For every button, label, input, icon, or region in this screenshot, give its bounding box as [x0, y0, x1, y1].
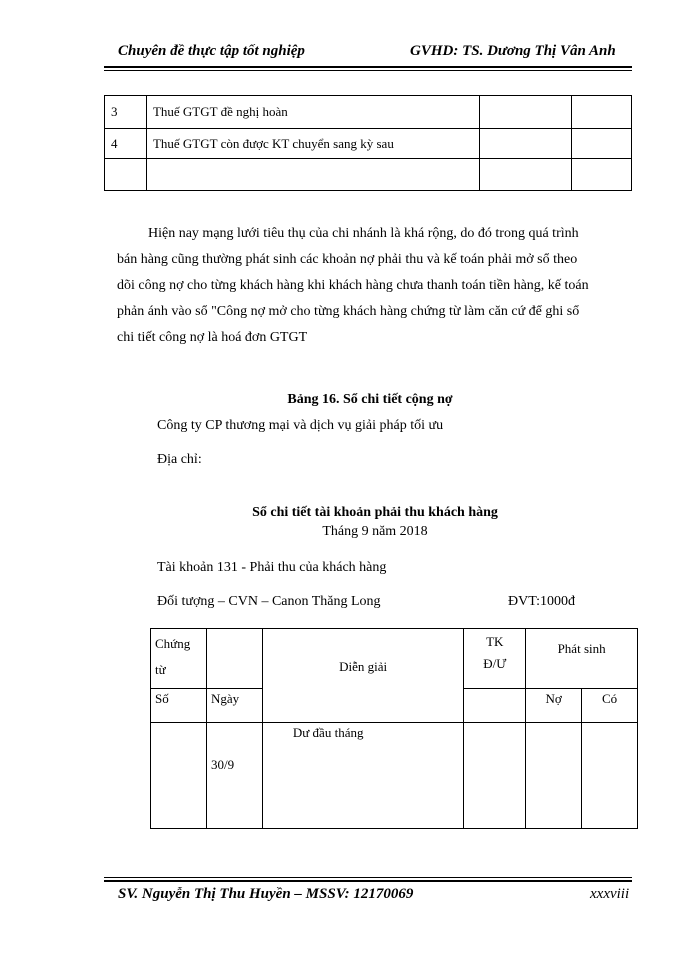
subject-line: Đối tượng – CVN – Canon Thăng Long: [157, 594, 381, 609]
header-rule-thin: [104, 70, 632, 71]
header-rule: [104, 66, 632, 68]
header-voucher-line: Chứng: [155, 636, 191, 651]
paragraph-line: dõi công nợ cho từng khách hàng khi khách hàng chưa thanh toán tiền hàng, kế toán: [117, 278, 589, 293]
cell-debit: [526, 723, 582, 829]
table-caption: Bảng 16. Sổ chi tiết cộng nợ: [287, 392, 453, 407]
empty-cell: [572, 96, 632, 129]
table-row: [105, 96, 632, 129]
header-account-blank: [464, 689, 526, 723]
cell-account: [464, 723, 526, 829]
header-left: Chuyên đề thực tập tốt nghiệp: [118, 43, 305, 59]
footer-left: SV. Nguyễn Thị Thu Huyền – MSSV: 12170069: [118, 886, 414, 902]
cell-date: 30/9: [206, 723, 262, 829]
cell-description: Dư đầu tháng: [262, 723, 463, 829]
empty-cell: [480, 96, 572, 129]
row-text: Thuế GTGT còn được KT chuyển sang kỳ sau: [146, 129, 479, 159]
row-text: [146, 159, 479, 191]
header-voucher: [151, 629, 207, 689]
header-voucher-line: từ: [155, 662, 166, 677]
company-name: Công ty CP thương mại và dịch vụ giải pháp tối ưu: [157, 418, 444, 433]
row-text: Thuế GTGT đề nghị hoàn: [146, 96, 479, 129]
account-line: Tài khoản 131 - Phải thu của khách hàng: [157, 560, 387, 575]
paragraph-line: bán hàng cũng thường phát sinh các khoản nợ phải thu và kế toán phải mở sổ theo: [117, 252, 578, 267]
header-arising: Phát sinh: [526, 629, 638, 689]
empty-cell: [480, 159, 572, 191]
header-voucher-blank: [206, 629, 262, 689]
empty-cell: [480, 129, 572, 159]
header-right: GVHD: TS. Dương Thị Vân Anh: [410, 43, 616, 59]
header-description: Diễn giải: [262, 629, 463, 723]
header-date: Ngày: [206, 689, 262, 723]
ledger-title: Sổ chi tiết tài khoản phải thu khách hàng: [252, 505, 498, 520]
ledger-table: [150, 628, 638, 829]
header-account-line: Đ/Ư: [483, 656, 507, 671]
table-row: [151, 629, 638, 689]
empty-cell: [572, 129, 632, 159]
header-number: Số: [151, 689, 207, 723]
unit-label: ĐVT:1000đ: [508, 594, 575, 609]
address-label: Địa chỉ:: [157, 452, 202, 467]
top-table: [104, 95, 632, 191]
ledger-period: Tháng 9 năm 2018: [322, 524, 428, 539]
footer-rule-thin: [104, 877, 632, 878]
header-account: [464, 629, 526, 689]
cell-credit: [582, 723, 638, 829]
page-number: xxxviii: [590, 886, 630, 902]
table-row: [105, 159, 632, 191]
empty-cell: [572, 159, 632, 191]
row-number: [105, 159, 147, 191]
paragraph-line: Hiện nay mạng lưới tiêu thụ của chi nhánh là khá rộng, do đó trong quá trình: [148, 226, 579, 241]
header-account-line: TK: [486, 634, 504, 649]
header-credit: Có: [582, 689, 638, 723]
cell-number: [151, 723, 207, 829]
table-row: [151, 723, 638, 829]
row-number: 3: [105, 96, 147, 129]
table-row: [105, 129, 632, 159]
header-debit: Nợ: [526, 689, 582, 723]
paragraph-line: phản ánh vào sổ "Công nợ mở cho từng khách hàng chứng từ làm căn cứ để ghi sổ: [117, 304, 580, 319]
footer-rule: [104, 880, 632, 882]
row-number: 4: [105, 129, 147, 159]
paragraph-line: chi tiết công nợ là hoá đơn GTGT: [117, 330, 308, 345]
